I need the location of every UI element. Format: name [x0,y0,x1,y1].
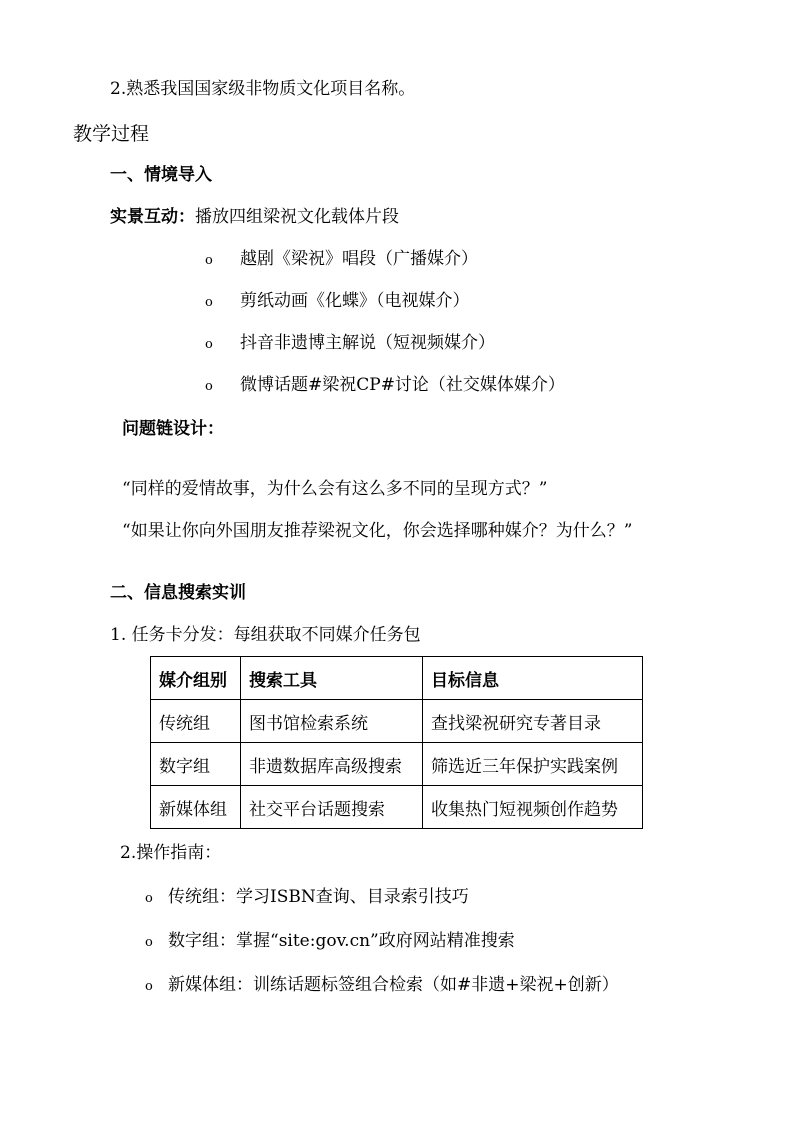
table-cell: 图书馆检索系统 [241,700,423,743]
table-row [151,786,643,829]
question-item: “如果让你向外国朋友推荐梁祝文化，你会选择哪种媒介？为什么？” [122,521,633,541]
table-row [151,743,643,786]
section-title: 教学过程 [73,123,150,145]
bullet-icon: o [205,253,213,268]
table-row [151,700,643,743]
media-bullet-item: 微博话题#梁祝CP#讨论（社交媒体媒介） [240,375,565,395]
step2-text: 2.操作指南： [120,843,222,863]
table-cell: 新媒体组 [151,786,241,829]
question-item: “同样的爱情故事，为什么会有这么多不同的呈现方式？” [122,479,548,499]
media-bullet-item: 剪纸动画《化蝶》（电视媒介） [240,291,470,311]
table-header-cell: 目标信息 [423,657,643,700]
table-cell: 传统组 [151,700,241,743]
media-bullet-item: 越剧《梁祝》唱段（广播媒介） [240,249,478,269]
table-cell: 数字组 [151,743,241,786]
table-cell: 查找梁祝研究专著目录 [423,700,643,743]
bullet-icon: o [145,979,153,994]
scene-text: 播放四组梁祝文化载体片段 [195,207,399,227]
part1-heading: 一、情境导入 [110,165,212,185]
table-cell: 筛选近三年保护实践案例 [423,743,643,786]
guide-item: 新媒体组：训练话题标签组合检索（如#非遗+梁祝+创新） [168,975,619,995]
table-header-row [151,657,643,700]
bullet-icon: o [205,337,213,352]
table-header-cell: 媒介组别 [151,657,241,700]
objective-2: 2.熟悉我国国家级非物质文化项目名称。 [110,79,416,99]
table-cell: 收集热门短视频创作趋势 [423,786,643,829]
scene-label: 实景互动： [110,207,195,227]
table-header-cell: 搜索工具 [241,657,423,700]
scene-line [110,206,399,228]
step1-text: 1. 任务卡分发：每组获取不同媒介任务包 [110,625,421,645]
bullet-icon: o [205,379,213,394]
table-cell: 社交平台话题搜索 [241,786,423,829]
bullet-icon: o [145,935,153,950]
question-chain-label: 问题链设计： [122,419,224,439]
bullet-icon: o [205,295,213,310]
media-bullet-item: 抖音非遗博主解说（短视频媒介） [240,333,495,353]
part2-heading: 二、信息搜索实训 [110,583,246,603]
guide-item: 传统组：学习ISBN查询、目录索引技巧 [168,887,469,907]
guide-item: 数字组：掌握“site:gov.cn”政府网站精准搜索 [168,931,515,951]
bullet-icon: o [145,891,153,906]
task-table [150,656,643,829]
table-cell: 非遗数据库高级搜索 [241,743,423,786]
